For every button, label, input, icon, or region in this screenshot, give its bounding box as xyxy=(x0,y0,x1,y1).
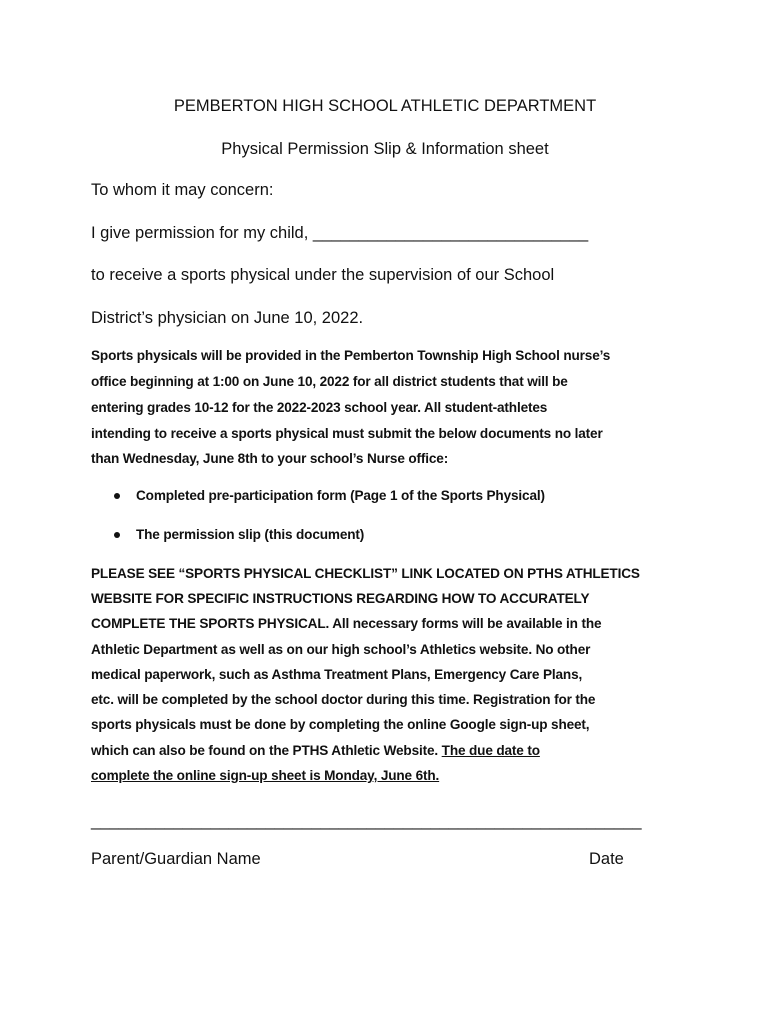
due-date-note: complete the online sign-up sheet is Monday, June 6th. xyxy=(91,768,440,783)
instructions-line: sports physicals must be done by completing the online Google sign-up sheet, xyxy=(91,717,590,732)
salutation: To whom it may concern: xyxy=(91,181,274,199)
document-list-item: Completed pre-participation form (Page 1 of the Sports Physical) xyxy=(136,488,545,503)
signature-line[interactable]: ____________________________________________________________ xyxy=(91,812,642,830)
date-label: Date xyxy=(589,850,624,868)
page-title: PEMBERTON HIGH SCHOOL ATHLETIC DEPARTMENT xyxy=(173,97,597,115)
page-subtitle: Physical Permission Slip & Information sheet xyxy=(221,140,549,158)
instructions-line xyxy=(91,741,540,761)
instructions-line: WEBSITE FOR SPECIFIC INSTRUCTIONS REGARDING HOW TO ACCURATELY xyxy=(91,591,590,606)
permission-text: to receive a sports physical under the supervision of our School xyxy=(91,266,555,284)
info-line: entering grades 10-12 for the 2022-2023 school year. All student-athletes xyxy=(91,400,548,415)
bullet-icon xyxy=(114,532,120,538)
instructions-line: etc. will be completed by the school doctor during this time. Registration for the xyxy=(91,692,596,707)
permission-text: District’s physician on June 10, 2022. xyxy=(91,309,364,327)
child-name-field[interactable]: I give permission for my child, ______________________________ xyxy=(91,224,589,242)
bullet-icon xyxy=(114,493,120,499)
instructions-text: which can also be found on the PTHS Athletic Website. xyxy=(91,743,442,758)
instructions-line: PLEASE SEE “SPORTS PHYSICAL CHECKLIST” LINK LOCATED ON PTHS ATHLETICS xyxy=(91,566,640,581)
info-line: than Wednesday, June 8th to your school’s Nurse office: xyxy=(91,451,449,466)
info-line: office beginning at 1:00 on June 10, 2022 for all district students that will be xyxy=(91,374,568,389)
instructions-line: COMPLETE THE SPORTS PHYSICAL. All necessary forms will be available in the xyxy=(91,616,602,631)
due-date-note: The due date to xyxy=(441,743,540,758)
document-list-item: The permission slip (this document) xyxy=(136,527,365,542)
instructions-line: medical paperwork, such as Asthma Treatment Plans, Emergency Care Plans, xyxy=(91,667,583,682)
parent-guardian-name-label: Parent/Guardian Name xyxy=(91,850,261,868)
info-line: intending to receive a sports physical must submit the below documents no later xyxy=(91,426,603,441)
info-line: Sports physicals will be provided in the Pemberton Township High School nurse’s xyxy=(91,348,611,363)
instructions-line: Athletic Department as well as on our high school’s Athletics website. No other xyxy=(91,642,591,657)
